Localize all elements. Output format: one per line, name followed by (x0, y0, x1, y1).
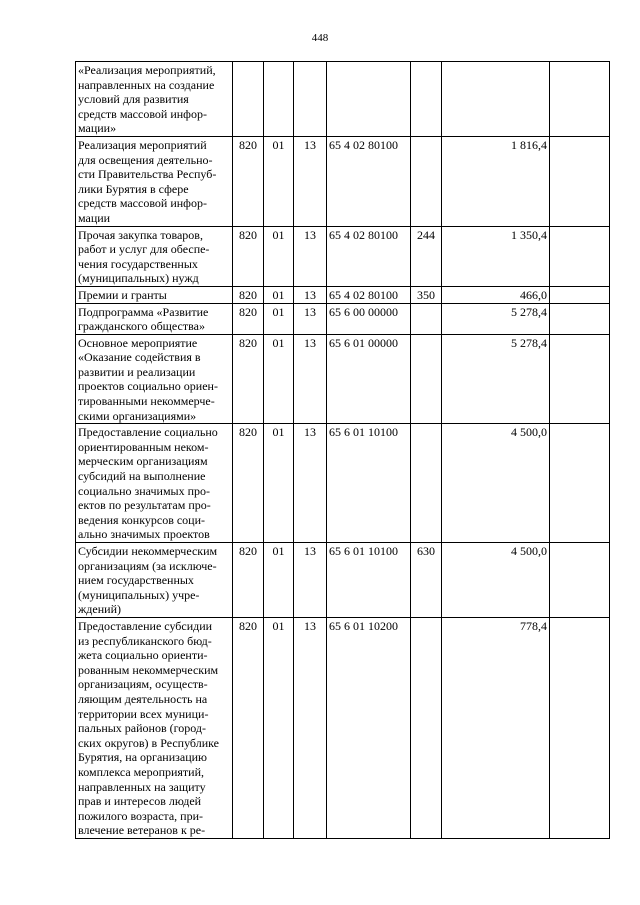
item-name-cell (76, 303, 233, 334)
ministry-code-cell (233, 62, 264, 137)
target-article-cell: 65 6 00 00000 (327, 303, 411, 334)
amount-cell: 1 350,4 (442, 226, 550, 286)
table-row (76, 334, 610, 424)
item-name-line: организациям (за исключе- (78, 558, 217, 573)
item-name-line: условий для развития (78, 92, 189, 107)
item-name-line: «Реализация мероприятий, (78, 63, 216, 77)
budget-table (75, 61, 610, 839)
item-name-line: сти Правительства Респуб- (78, 167, 217, 182)
amount-cell: 4 500,0 (442, 543, 550, 618)
item-name-cell (76, 226, 233, 286)
ministry-code-cell: 820 (233, 617, 264, 838)
subsection-code-cell: 13 (294, 303, 327, 334)
expense-type-cell (411, 62, 442, 137)
extra-cell (550, 136, 610, 226)
extra-cell (550, 424, 610, 543)
item-name-line: Премии и гранты (78, 287, 167, 302)
section-code-cell: 01 (264, 286, 294, 303)
item-name-line: (муниципальных) нужд (78, 271, 199, 286)
item-name-line: ляющим деятельность на (78, 691, 208, 706)
item-name-line: проектов социально ориен- (78, 379, 218, 394)
item-name-cell (76, 62, 233, 137)
table-body (76, 62, 610, 839)
item-name-line: направленных на защиту (78, 779, 206, 794)
expense-type-cell (411, 424, 442, 543)
ministry-code-cell: 820 (233, 424, 264, 543)
item-name-line: средств массовой инфор- (78, 196, 207, 211)
expense-type-cell (411, 303, 442, 334)
item-name-line: ведения конкурсов соци- (78, 512, 206, 527)
item-name-line: организациям, осуществ- (78, 677, 208, 692)
expense-type-cell: 244 (411, 226, 442, 286)
section-code-cell: 01 (264, 543, 294, 618)
table-row (76, 303, 610, 334)
amount-cell (442, 62, 550, 137)
extra-cell (550, 286, 610, 303)
section-code-cell: 01 (264, 617, 294, 838)
item-name-line: пальных районов (город- (78, 721, 207, 736)
item-name-line: Прочая закупка товаров, (78, 227, 203, 242)
item-name-line: Субсидии некоммерческим (78, 544, 218, 558)
item-name-line: мерческим организациям (78, 454, 208, 469)
item-name-line: тированными некоммерче- (78, 394, 215, 409)
amount-cell: 466,0 (442, 286, 550, 303)
item-name-line: гражданского общества» (78, 319, 205, 334)
item-name-line: жета социально ориенти- (78, 648, 208, 663)
item-name-line: субсидий на выполнение (78, 469, 206, 484)
table-row (76, 226, 610, 286)
target-article-cell: 65 4 02 80100 (327, 226, 411, 286)
extra-cell (550, 334, 610, 424)
item-name-cell (76, 543, 233, 618)
item-name-line: (муниципальных) учре- (78, 587, 200, 602)
item-name-line: ских округов) в Республике (78, 735, 220, 750)
extra-cell (550, 62, 610, 137)
item-name-line: комплекса мероприятий, (78, 764, 205, 779)
item-name-line: территории всех муници- (78, 706, 209, 721)
item-name-line: развитии и реализации (78, 364, 196, 379)
amount-cell: 5 278,4 (442, 334, 550, 424)
target-article-cell: 65 4 02 80100 (327, 136, 411, 226)
target-article-cell: 65 6 01 00000 (327, 334, 411, 424)
table-row (76, 617, 610, 838)
item-name-line: ориентированным неком- (78, 439, 209, 454)
target-article-cell (327, 62, 411, 137)
item-name-cell (76, 136, 233, 226)
extra-cell (550, 303, 610, 334)
item-name-line: пожилого возраста, при- (78, 808, 203, 823)
ministry-code-cell: 820 (233, 226, 264, 286)
item-name-line: средств массовой инфор- (78, 106, 207, 121)
section-code-cell: 01 (264, 226, 294, 286)
table-row (76, 424, 610, 543)
ministry-code-cell: 820 (233, 334, 264, 424)
item-name-line: для освещения деятельно- (78, 152, 213, 167)
table-row (76, 543, 610, 618)
item-name-line: «Оказание содействия в (78, 350, 201, 365)
item-name-cell (76, 334, 233, 424)
item-name-line: лики Бурятия в сфере (78, 181, 189, 196)
item-name-line: мации (78, 210, 111, 225)
item-name-line: Предоставление субсидии (78, 618, 213, 633)
item-name-line: прав и интересов людей (78, 794, 202, 809)
item-name-line: влечение ветеранов к ре- (78, 823, 206, 838)
subsection-code-cell: 13 (294, 136, 327, 226)
subsection-code-cell: 13 (294, 543, 327, 618)
expense-type-cell (411, 136, 442, 226)
section-code-cell: 01 (264, 303, 294, 334)
subsection-code-cell: 13 (294, 424, 327, 543)
subsection-code-cell: 13 (294, 334, 327, 424)
item-name-line: ждений) (78, 602, 121, 617)
item-name-line: чения государственных (78, 256, 198, 271)
ministry-code-cell: 820 (233, 543, 264, 618)
amount-cell: 4 500,0 (442, 424, 550, 543)
table-row (76, 286, 610, 303)
section-code-cell: 01 (264, 424, 294, 543)
extra-cell (550, 226, 610, 286)
table-row (76, 136, 610, 226)
expense-type-cell (411, 617, 442, 838)
amount-cell: 1 816,4 (442, 136, 550, 226)
section-code-cell: 01 (264, 136, 294, 226)
target-article-cell: 65 6 01 10100 (327, 424, 411, 543)
extra-cell (550, 617, 610, 838)
page-number: 448 (311, 32, 329, 44)
target-article-cell: 65 6 01 10100 (327, 543, 411, 618)
expense-type-cell: 350 (411, 286, 442, 303)
item-name-cell (76, 424, 233, 543)
expense-type-cell: 630 (411, 543, 442, 618)
expense-type-cell (411, 334, 442, 424)
target-article-cell: 65 6 01 10200 (327, 617, 411, 838)
subsection-code-cell (294, 62, 327, 137)
ministry-code-cell: 820 (233, 286, 264, 303)
subsection-code-cell: 13 (294, 226, 327, 286)
section-code-cell (264, 62, 294, 137)
item-name-line: мации» (78, 121, 117, 136)
item-name-line: из республиканского бюд- (78, 633, 212, 648)
item-name-line: Предоставление социально (78, 425, 218, 440)
subsection-code-cell: 13 (294, 617, 327, 838)
item-name-cell (76, 617, 233, 838)
item-name-line: скими организациями» (78, 408, 197, 423)
item-name-cell (76, 286, 233, 303)
item-name-line: направленных на создание (78, 77, 215, 92)
extra-cell (550, 543, 610, 618)
section-code-cell: 01 (264, 334, 294, 424)
item-name-line: Реализация мероприятий (78, 137, 207, 152)
item-name-line: Основное мероприятие (78, 335, 198, 350)
item-name-line: социально значимых про- (78, 483, 211, 498)
table-row (76, 62, 610, 137)
item-name-line: Подпрограмма «Развитие (78, 304, 209, 319)
target-article-cell: 65 4 02 80100 (327, 286, 411, 303)
ministry-code-cell: 820 (233, 136, 264, 226)
ministry-code-cell: 820 (233, 303, 264, 334)
item-name-line: ектов по результатам про- (78, 498, 211, 513)
item-name-line: Бурятия, на организацию (78, 750, 208, 765)
item-name-line: нием государственных (78, 573, 194, 588)
item-name-line: рованным некоммерческим (78, 662, 219, 677)
subsection-code-cell: 13 (294, 286, 327, 303)
amount-cell: 778,4 (442, 617, 550, 838)
item-name-line: работ и услуг для обеспе- (78, 242, 210, 257)
item-name-line: ально значимых проектов (78, 527, 210, 542)
amount-cell: 5 278,4 (442, 303, 550, 334)
